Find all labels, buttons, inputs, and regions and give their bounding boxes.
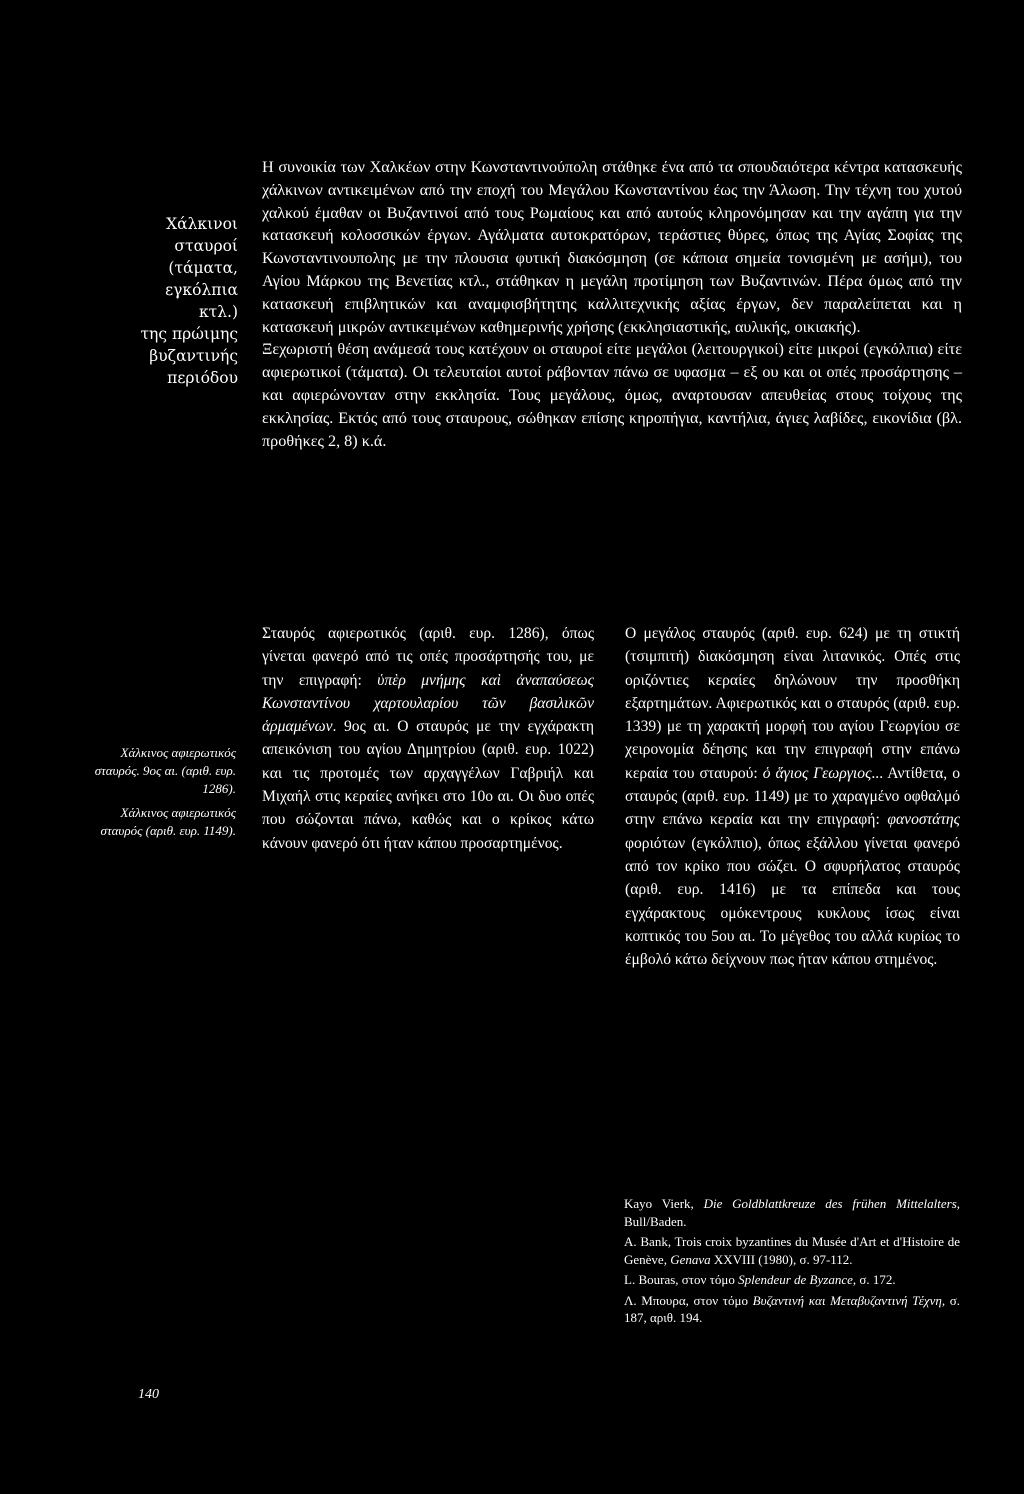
side-heading-line: εγκόλπια κτλ.) [165, 281, 238, 321]
column-right [625, 622, 960, 971]
col-mid-text-2: . 9ος αι. Ο σταυρός με την εγχάρακτη απεικόνιση του αγίου Δημητρίου (αριθ. ευρ. 1022) και τις προτομές των αρχαγγέλων Γαβριήλ και Μιχαήλ στις κεραίες ανήκει στο 10ο αι. Οι δυο οπές που σώζονται πάνω, καθώς και ο κρίκος κάτω κάνουν φανερό ότι ήταν κάπου προσαρτημένος. [262, 718, 594, 852]
reference-text: L. Bouras, στον τόμο [624, 1272, 739, 1287]
side-heading-line: Χάλκινοι [166, 215, 238, 233]
reference-title: Βυζαντινή και Μεταβυζαντινή Τέχνη [752, 1292, 942, 1308]
reference-item [624, 1195, 960, 1230]
column-right-paragraph [625, 622, 960, 971]
reference-text: A. Bank, Trois croix byzantines du Musée d'Art et d'Histoire de Genève, [624, 1234, 960, 1267]
col-right-inscription-1: ὁ ἅγιος Γεωργιος [762, 764, 872, 782]
column-middle [262, 622, 594, 855]
reference-title: Splendeur de Byzance [738, 1272, 853, 1287]
col-right-text-3: φοριότων (εγκόλπιο), όπως εξάλλου γίνεται φανερό από τον κρίκο που σώζει. Ο σφυρήλατος σταυρός (αριθ. ευρ. 1416) με τα επίπεδα και τους εγχάρακτους ομόκεντρους κυκλους ίσως είναι κοπτικός του 5ου αι. Το μέγεθος του αλλά κυρίως το έμβολό κάτω δείχνουν πως ήταν κάπου στημένος. [625, 834, 960, 969]
side-heading-line: βυζαντινής [149, 347, 238, 365]
column-middle-paragraph [262, 622, 594, 855]
side-heading-line: σταυροί (τάματα, [168, 237, 238, 277]
reference-rest: , σ. 187, αριθ. 194. [624, 1292, 960, 1325]
figure-caption-2: Χάλκινος αφιερωτικός σταυρός (αριθ. ευρ. 1149). [100, 805, 236, 838]
col-mid-inscription: ὑπὲρ μνήμης καὶ ἀναπαύσεως Κωνσταντίνου χαρτουλαρίου τῶν βασιλικῶν ἁρμαμένων [262, 671, 594, 736]
reference-text: Λ. Μπουρα, στον τόμο [624, 1292, 753, 1308]
reference-rest: , Bull/Baden. [624, 1196, 961, 1229]
reference-item [624, 1271, 960, 1289]
side-heading-line: της πρώιμης [140, 325, 238, 343]
references [624, 1195, 960, 1330]
side-heading [128, 213, 238, 389]
col-right-inscription-2: φανοστάτης [887, 811, 960, 829]
reference-rest: , σ. 172. [852, 1272, 896, 1287]
side-heading-line: περιόδου [167, 369, 238, 387]
reference-title: Die Goldblattkreuze des frühen Mittelalters [703, 1196, 957, 1211]
main-paragraph-1: Η συνοικία των Χαλκέων στην Κωνσταντινούπολη στάθηκε ένα από τα σπουδαιότερα κέντρα κατασκευής χάλκινων αντικειμένων από την εποχή του Μεγάλου Κωνσταντίνου έως την Άλωση. Την τέχνη του χυτού χαλκού έμαθαν οι Βυζαντινοί από τους Ρωμαίους και από αυτούς κληρονόμησαν και την αγάπη για την κατασκευή κολοσσικών έργων. Αγάλματα αυτοκρατόρων, τεράστιες θύρες, όπως της Αγίας Σοφίας της Κωνσταντινουπολης με την πλουσια φυτική διακόσμηση (σε κάποια σημεία τονισμένη με ασήμι), του Αγίου Μάρκου της Βενετίας κτλ., στάθηκαν η μεγάλη προτίμηση των Βυζαντινών. Πέρα όμως από την κατασκευή επιβλητικών και αναμφισβήτητης καλλιτεχνικής αξίας έργων, δεν παραλείπεται και η κατασκευή μικρών αντικειμένων καθημερινής χρήσης (εκκλησιαστικής, αυλικής, οικιακής). [262, 158, 962, 336]
main-paragraph-2: Ξεχωριστή θέση ανάμεσά τους κατέχουν οι σταυροί είτε μεγάλοι (λειτουργικοί) είτε μικροί (εγκόλπια) είτε αφιερωτικοί (τάματα). Οι τελευταίοι αυτοί ράβονταν πάνω σε υφασμα – εξ ου και οι οπές προσάρτησης – και αφιερώνονταν στην εκκλησία. Τους μεγάλους, όμως, αναρτουσαν απευθείας στους τοίχους της εκκλησίας. Εκτός από τους σταυρους, σώθηκαν επίσης κηροπήγια, καντήλια, άγιες λαβίδες, εικονίδια (βλ. προθήκες 2, 8) κ.ά. [262, 340, 962, 450]
col-mid-text-1: Σταυρός αφιερωτικός (αριθ. ευρ. 1286), όπως γίνεται φανερό από τις οπές προσάρτησής του, με την επιγραφή: [262, 625, 594, 689]
page-number: 140 [138, 1387, 159, 1402]
main-text [262, 156, 962, 452]
reference-item [624, 1292, 960, 1327]
reference-rest: XXVIII (1980), σ. 97-112. [710, 1251, 853, 1267]
col-right-text-2: ... Αντίθετα, ο σταυρός (αριθ. ευρ. 1149) με το χαραγμένο οφθαλμό στην επάνω κεραία και την επιγραφή: [625, 764, 960, 829]
figure-caption-1: Χάλκινος αφιερωτικός σταυρός. 9ος αι. (αριθ. ευρ. 1286). [94, 745, 236, 796]
reference-journal: Genava [670, 1251, 711, 1267]
reference-item [624, 1233, 960, 1268]
figure-captions [78, 744, 236, 846]
col-right-text-1: Ο μεγάλος σταυρός (αριθ. ευρ. 624) με τη στικτή (τσιμπιτή) διακόσμηση είναι λιτανικός. Οπές στις οριζόντιες κεραίες δηλώνουν την προσθήκη εξαρτημάτων. Αφιερωτικός και ο σταυρός (αριθ. ευρ. 1339) με τη χαρακτή μορφή του αγίου Γεωργίου σε χειρονομία δέησης και την επιγραφή στην επάνω κεραία του σταυρού: [625, 625, 960, 782]
reference-author: Kayo Vierk, [624, 1196, 704, 1211]
